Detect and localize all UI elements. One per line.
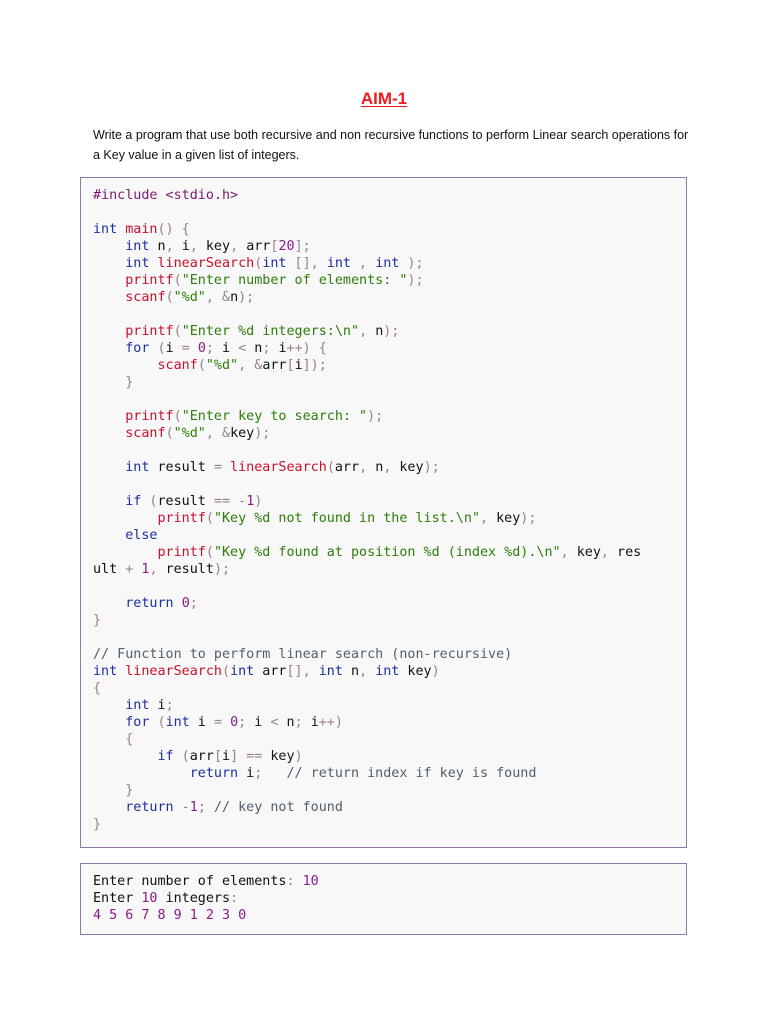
code-token: arr: [262, 358, 287, 373]
code-token: [: [270, 239, 279, 254]
code-token: i: [310, 715, 319, 730]
code-token: (: [165, 290, 174, 305]
code-token: 0: [181, 596, 190, 611]
code-line: [93, 510, 641, 527]
code-token: [93, 341, 125, 356]
code-token: ];: [294, 239, 311, 254]
code-token: printf: [125, 409, 174, 424]
code-token: (: [149, 715, 166, 730]
code-token: ,: [165, 239, 182, 254]
code-line: [93, 408, 641, 425]
code-line: [93, 425, 641, 442]
code-line: [93, 782, 641, 799]
code-token: [174, 596, 182, 611]
code-token: 10: [141, 891, 158, 906]
code-line: [93, 748, 641, 765]
code-token: // Function to perform linear search (non-recursive): [93, 647, 513, 662]
code-token: ;: [262, 341, 279, 356]
code-token: return: [125, 800, 174, 815]
code-token: ,: [359, 324, 376, 339]
code-token: integers: [157, 891, 231, 906]
code-token: 0: [230, 715, 239, 730]
code-token: (: [165, 426, 174, 441]
code-token: key: [205, 239, 231, 254]
code-token: ,: [351, 256, 376, 271]
code-token: 20: [278, 239, 295, 254]
code-token: i: [238, 766, 255, 781]
code-token: scanf: [125, 290, 166, 305]
code-token: :: [230, 891, 239, 906]
code-token: <: [262, 715, 287, 730]
code-token: ] ==: [230, 749, 271, 764]
code-token: );: [367, 409, 384, 424]
code-token: (: [149, 341, 166, 356]
code-token: {: [125, 732, 134, 747]
code-line: [93, 612, 641, 629]
code-token: return: [189, 766, 239, 781]
code-token: ): [254, 494, 263, 509]
code-token: ,: [230, 239, 247, 254]
code-line: [93, 765, 641, 782]
code-token: }: [125, 375, 134, 390]
code-token: Enter: [93, 891, 142, 906]
code-token: scanf: [157, 358, 198, 373]
code-token: );: [238, 290, 255, 305]
code-token: , &: [205, 290, 231, 305]
code-token: [93, 494, 125, 509]
source-code: [93, 187, 641, 833]
code-token: if: [125, 494, 142, 509]
code-token: );: [520, 511, 537, 526]
code-token: "Enter number of elements: ": [181, 273, 408, 288]
code-line: [93, 561, 641, 578]
code-line: [93, 442, 641, 459]
code-token: key: [399, 664, 432, 679]
code-line: [93, 374, 641, 391]
code-token: arr: [334, 460, 360, 475]
code-token: arr: [254, 664, 287, 679]
code-line: [93, 272, 641, 289]
code-token: "Key %d not found in the list.\n": [213, 511, 480, 526]
program-output: [93, 873, 319, 924]
code-token: int: [375, 664, 400, 679]
program-output-block: [80, 863, 687, 935]
code-token: "%d": [205, 358, 239, 373]
code-token: 0: [197, 341, 206, 356]
code-token: 1: [246, 494, 255, 509]
code-token: );: [383, 324, 400, 339]
code-token: [93, 409, 125, 424]
code-token: [93, 511, 158, 526]
code-token: arr: [246, 239, 271, 254]
code-token: main: [125, 222, 158, 237]
code-line: [93, 816, 641, 833]
code-line: [93, 731, 641, 748]
code-line: [93, 629, 641, 646]
code-token: [93, 800, 125, 815]
code-token: [93, 698, 125, 713]
code-token: [],: [286, 664, 319, 679]
code-token: , &: [205, 426, 231, 441]
code-token: ,: [189, 239, 206, 254]
code-token: }: [93, 817, 102, 832]
code-token: n: [375, 324, 384, 339]
code-line: [93, 357, 641, 374]
code-line: [93, 714, 641, 731]
code-token: +: [117, 562, 142, 577]
code-token: [93, 375, 125, 390]
code-token: linearSearch: [230, 460, 327, 475]
code-token: int: [125, 256, 150, 271]
code-token: linearSearch: [125, 664, 222, 679]
code-token: ,: [383, 460, 400, 475]
code-token: else: [125, 528, 158, 543]
code-token: ;: [197, 800, 214, 815]
code-token: [93, 715, 125, 730]
code-token: );: [407, 273, 424, 288]
code-token: ;: [254, 766, 287, 781]
code-token: -: [173, 800, 190, 815]
code-token: printf: [125, 273, 174, 288]
code-token: (: [173, 324, 182, 339]
code-line: [93, 459, 641, 476]
code-token: ;: [189, 596, 198, 611]
code-line: [93, 187, 641, 204]
code-line: [93, 680, 641, 697]
code-token: );: [423, 460, 440, 475]
code-line: [93, 340, 641, 357]
code-line: [93, 493, 641, 510]
code-token: ): [294, 749, 303, 764]
code-token: 1: [141, 562, 150, 577]
code-token: (: [173, 409, 182, 424]
code-token: (: [173, 749, 190, 764]
code-token: n: [149, 239, 166, 254]
code-token: (: [205, 511, 214, 526]
code-token: [],: [286, 256, 327, 271]
code-token: ,: [149, 562, 166, 577]
code-token: if: [157, 749, 174, 764]
code-token: "Key %d found at position %d (index %d).\n": [213, 545, 561, 560]
code-token: (: [254, 256, 263, 271]
code-token: [93, 239, 125, 254]
code-token: );: [254, 426, 271, 441]
code-token: }: [93, 613, 102, 628]
code-line: [93, 391, 641, 408]
code-token: "Enter key to search: ": [181, 409, 368, 424]
code-token: arr: [189, 749, 214, 764]
code-token: ;: [165, 698, 174, 713]
code-token: int: [125, 460, 150, 475]
code-token: "%d": [173, 290, 206, 305]
code-token: :: [286, 874, 303, 889]
code-token: i: [278, 341, 287, 356]
code-token: ;: [238, 715, 255, 730]
code-token: 10: [302, 874, 319, 889]
code-token: 1: [189, 800, 198, 815]
code-token: i: [222, 749, 231, 764]
code-token: #include <stdio.h>: [93, 188, 239, 203]
code-line: [93, 238, 641, 255]
code-token: [93, 358, 158, 373]
code-token: int: [318, 664, 343, 679]
code-token: =: [213, 715, 231, 730]
code-token: ): [431, 664, 440, 679]
code-token: [93, 290, 125, 305]
code-token: int: [125, 239, 150, 254]
code-line: [93, 289, 641, 306]
code-token: result: [157, 494, 206, 509]
code-line: [93, 595, 641, 612]
code-token: =: [213, 460, 231, 475]
code-token: [93, 545, 158, 560]
code-line: [93, 221, 641, 238]
code-token: n: [375, 460, 384, 475]
code-token: [93, 766, 190, 781]
code-line: [93, 799, 641, 816]
code-token: for: [125, 715, 150, 730]
code-token: key: [230, 426, 255, 441]
code-token: ]);: [302, 358, 327, 373]
code-token: [93, 426, 125, 441]
code-token: int: [230, 664, 255, 679]
code-line: [93, 476, 641, 493]
output-line: [93, 890, 319, 907]
code-token: "%d": [173, 426, 206, 441]
code-token: =: [173, 341, 198, 356]
code-token: // return index if key is found: [286, 766, 537, 781]
code-token: 4 5 6 7 8 9 1 2 3 0: [93, 908, 247, 923]
code-token: key: [496, 511, 521, 526]
code-token: key: [399, 460, 424, 475]
code-token: (: [141, 494, 158, 509]
code-token: key: [270, 749, 295, 764]
code-token: [93, 596, 125, 611]
code-token: n: [254, 341, 263, 356]
code-token: int: [165, 715, 190, 730]
code-token: ,: [359, 460, 376, 475]
code-token: ult: [93, 562, 118, 577]
code-token: int: [262, 256, 287, 271]
code-line: [93, 323, 641, 340]
code-token: [: [213, 749, 222, 764]
code-token: res: [617, 545, 642, 560]
code-token: ,: [479, 511, 497, 526]
code-token: (: [205, 545, 214, 560]
code-token: , &: [238, 358, 263, 373]
code-token: ,: [600, 545, 618, 560]
code-token: linearSearch: [157, 256, 255, 271]
source-code-block: [80, 177, 687, 848]
output-line: [93, 873, 319, 890]
code-token: printf: [157, 511, 206, 526]
code-token: (: [326, 460, 335, 475]
code-token: [93, 460, 125, 475]
code-token: ++) {: [286, 341, 327, 356]
code-token: printf: [125, 324, 174, 339]
code-token: // key not found: [213, 800, 343, 815]
code-token: );: [399, 256, 424, 271]
code-token: [93, 324, 125, 339]
code-token: [93, 749, 158, 764]
code-token: [93, 732, 125, 747]
code-token: ++): [318, 715, 343, 730]
code-token: [93, 528, 125, 543]
code-token: int: [375, 256, 400, 271]
code-token: i: [294, 358, 303, 373]
code-token: n: [286, 715, 295, 730]
code-token: () {: [157, 222, 190, 237]
code-token: i: [165, 341, 174, 356]
code-line: [93, 204, 641, 221]
code-token: [: [286, 358, 295, 373]
code-token: i: [222, 341, 231, 356]
code-token: printf: [157, 545, 206, 560]
code-token: {: [93, 681, 102, 696]
code-token: }: [125, 783, 134, 798]
code-token: );: [213, 562, 231, 577]
code-token: ,: [359, 664, 376, 679]
code-token: n: [230, 290, 239, 305]
code-token: result: [165, 562, 214, 577]
code-token: key: [576, 545, 601, 560]
code-token: i: [181, 239, 190, 254]
output-line: [93, 907, 319, 924]
code-line: [93, 306, 641, 323]
code-token: [93, 256, 125, 271]
code-token: scanf: [125, 426, 166, 441]
code-token: ;: [205, 341, 222, 356]
code-token: i: [189, 715, 214, 730]
code-line: [93, 578, 641, 595]
page-title: AIM-1: [360, 89, 408, 108]
code-token: int: [125, 698, 150, 713]
code-token: Enter number of elements: [93, 874, 287, 889]
code-token: (: [222, 664, 231, 679]
code-token: i: [149, 698, 166, 713]
code-token: ;: [294, 715, 311, 730]
code-token: for: [125, 341, 150, 356]
code-token: i: [254, 715, 263, 730]
code-token: (: [173, 273, 182, 288]
code-token: int: [326, 256, 351, 271]
code-token: "Enter %d integers:\n": [181, 324, 360, 339]
code-token: ,: [560, 545, 577, 560]
code-token: return: [125, 596, 174, 611]
code-line: [93, 646, 641, 663]
code-token: == -: [205, 494, 247, 509]
code-token: (: [197, 358, 206, 373]
code-token: result: [149, 460, 214, 475]
code-token: n: [342, 664, 360, 679]
code-token: int: [93, 664, 118, 679]
code-line: [93, 697, 641, 714]
code-line: [93, 527, 641, 544]
code-line: [93, 663, 641, 680]
code-line: [93, 255, 641, 272]
code-token: [93, 273, 125, 288]
code-token: int: [93, 222, 118, 237]
code-token: <: [230, 341, 255, 356]
code-line: [93, 544, 641, 561]
code-token: [93, 783, 125, 798]
aim-description: Write a program that use both recursive and non recursive functions to perform Linear search operations for a Key value in a given list of integers.: [93, 128, 689, 162]
code-token: [149, 256, 157, 271]
